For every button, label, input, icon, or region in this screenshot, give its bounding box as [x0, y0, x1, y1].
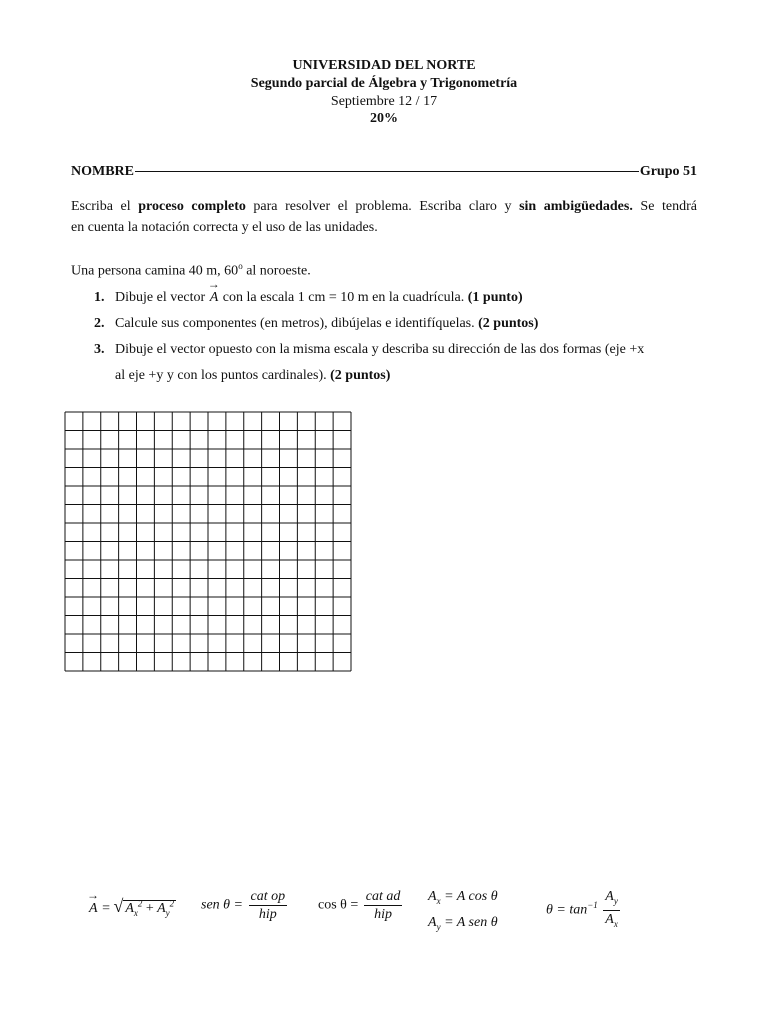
question-text: al eje +y y con los puntos cardinales).	[115, 368, 331, 383]
cosine-numerator: cat ad	[365, 889, 401, 904]
ay-rhs: = A sen θ	[444, 914, 498, 930]
name-blank[interactable]	[135, 171, 639, 172]
angle-lhs: θ = tan	[546, 902, 588, 918]
plus: +	[145, 901, 154, 916]
instructions-line-1	[71, 197, 697, 216]
vector-symbol: → A	[88, 901, 99, 917]
sub-x: x	[436, 895, 441, 906]
question-1	[94, 288, 698, 307]
angle-denominator: A	[605, 911, 614, 927]
question-points: (2 puntos)	[478, 316, 539, 331]
question-points: (2 puntos)	[330, 368, 391, 383]
problem-text: al noroeste.	[242, 263, 311, 279]
ax-term: A	[125, 901, 134, 916]
angle-formula	[546, 888, 622, 933]
graph-grid[interactable]	[64, 411, 352, 672]
ax-symbol: A	[428, 889, 437, 904]
sine-denominator: hip	[258, 907, 277, 922]
question-number: 2.	[94, 316, 105, 331]
instr-text: Se tendrá	[632, 199, 697, 214]
question-points: (1 punto)	[467, 290, 523, 305]
problem-statement	[71, 257, 697, 281]
formula-strip	[0, 880, 768, 940]
ax-rhs: = A cos θ	[444, 889, 498, 904]
sub-y: y	[613, 895, 618, 906]
ay-term: A	[157, 901, 166, 916]
exam-date: Septiembre 12 / 17	[330, 94, 438, 109]
vector-a-symbol: → A	[209, 288, 220, 307]
question-text: Dibuje el vector opuesto con la misma escala y describa su dirección de las dos formas (eje +x	[115, 342, 645, 357]
sub-x: x	[613, 918, 618, 929]
group-label: Grupo 51	[639, 164, 697, 179]
cosine-formula	[318, 888, 404, 923]
instructions-line-2: en cuenta la notación correcta y el uso de las unidades.	[71, 220, 378, 235]
problem-text: Una persona camina 40 m, 60	[71, 263, 239, 279]
sub-y: y	[436, 921, 441, 932]
magnitude-formula: → A = √ $A_x^2 + A_y^2$	[88, 896, 176, 918]
sup-2: 2	[169, 898, 175, 909]
sub-y: y	[165, 907, 170, 918]
instr-text: Escriba el	[71, 199, 139, 214]
angle-numerator: A	[605, 889, 614, 904]
name-line	[71, 162, 697, 181]
sup-2: 2	[137, 898, 143, 909]
sine-numerator: cat op	[250, 889, 286, 904]
exam-weight: 20%	[370, 111, 398, 126]
question-text: Dibuje el vector	[115, 290, 209, 305]
components-formula	[428, 886, 498, 938]
sine-lhs: sen θ =	[201, 897, 243, 913]
question-2	[94, 314, 698, 333]
instr-text: para resolver el problema. Escriba claro y	[245, 199, 520, 214]
inverse-sup: −1	[587, 899, 598, 910]
cosine-lhs: cos θ =	[318, 897, 359, 913]
question-3	[94, 340, 698, 385]
question-number: 3.	[94, 342, 105, 357]
question-number: 1.	[94, 290, 105, 305]
university-name: UNIVERSIDAD DEL NORTE	[292, 58, 476, 73]
equals: =	[102, 901, 110, 916]
question-text: con la escala 1 cm = 10 m en la cuadrícula.	[219, 290, 468, 305]
instr-bold: sin ambigüedades.	[519, 199, 633, 214]
ay-symbol: A	[428, 914, 437, 930]
degree-sup: o	[238, 261, 243, 271]
question-text: Calcule sus componentes (en metros), dibújelas e identifíquelas.	[115, 316, 479, 331]
sine-formula	[201, 888, 289, 923]
cosine-denominator: hip	[374, 907, 393, 922]
name-label: NOMBRE	[71, 164, 134, 179]
exam-title: Segundo parcial de Álgebra y Trigonometría	[250, 76, 518, 91]
sub-x: x	[133, 907, 138, 918]
instr-bold: proceso completo	[138, 199, 246, 214]
